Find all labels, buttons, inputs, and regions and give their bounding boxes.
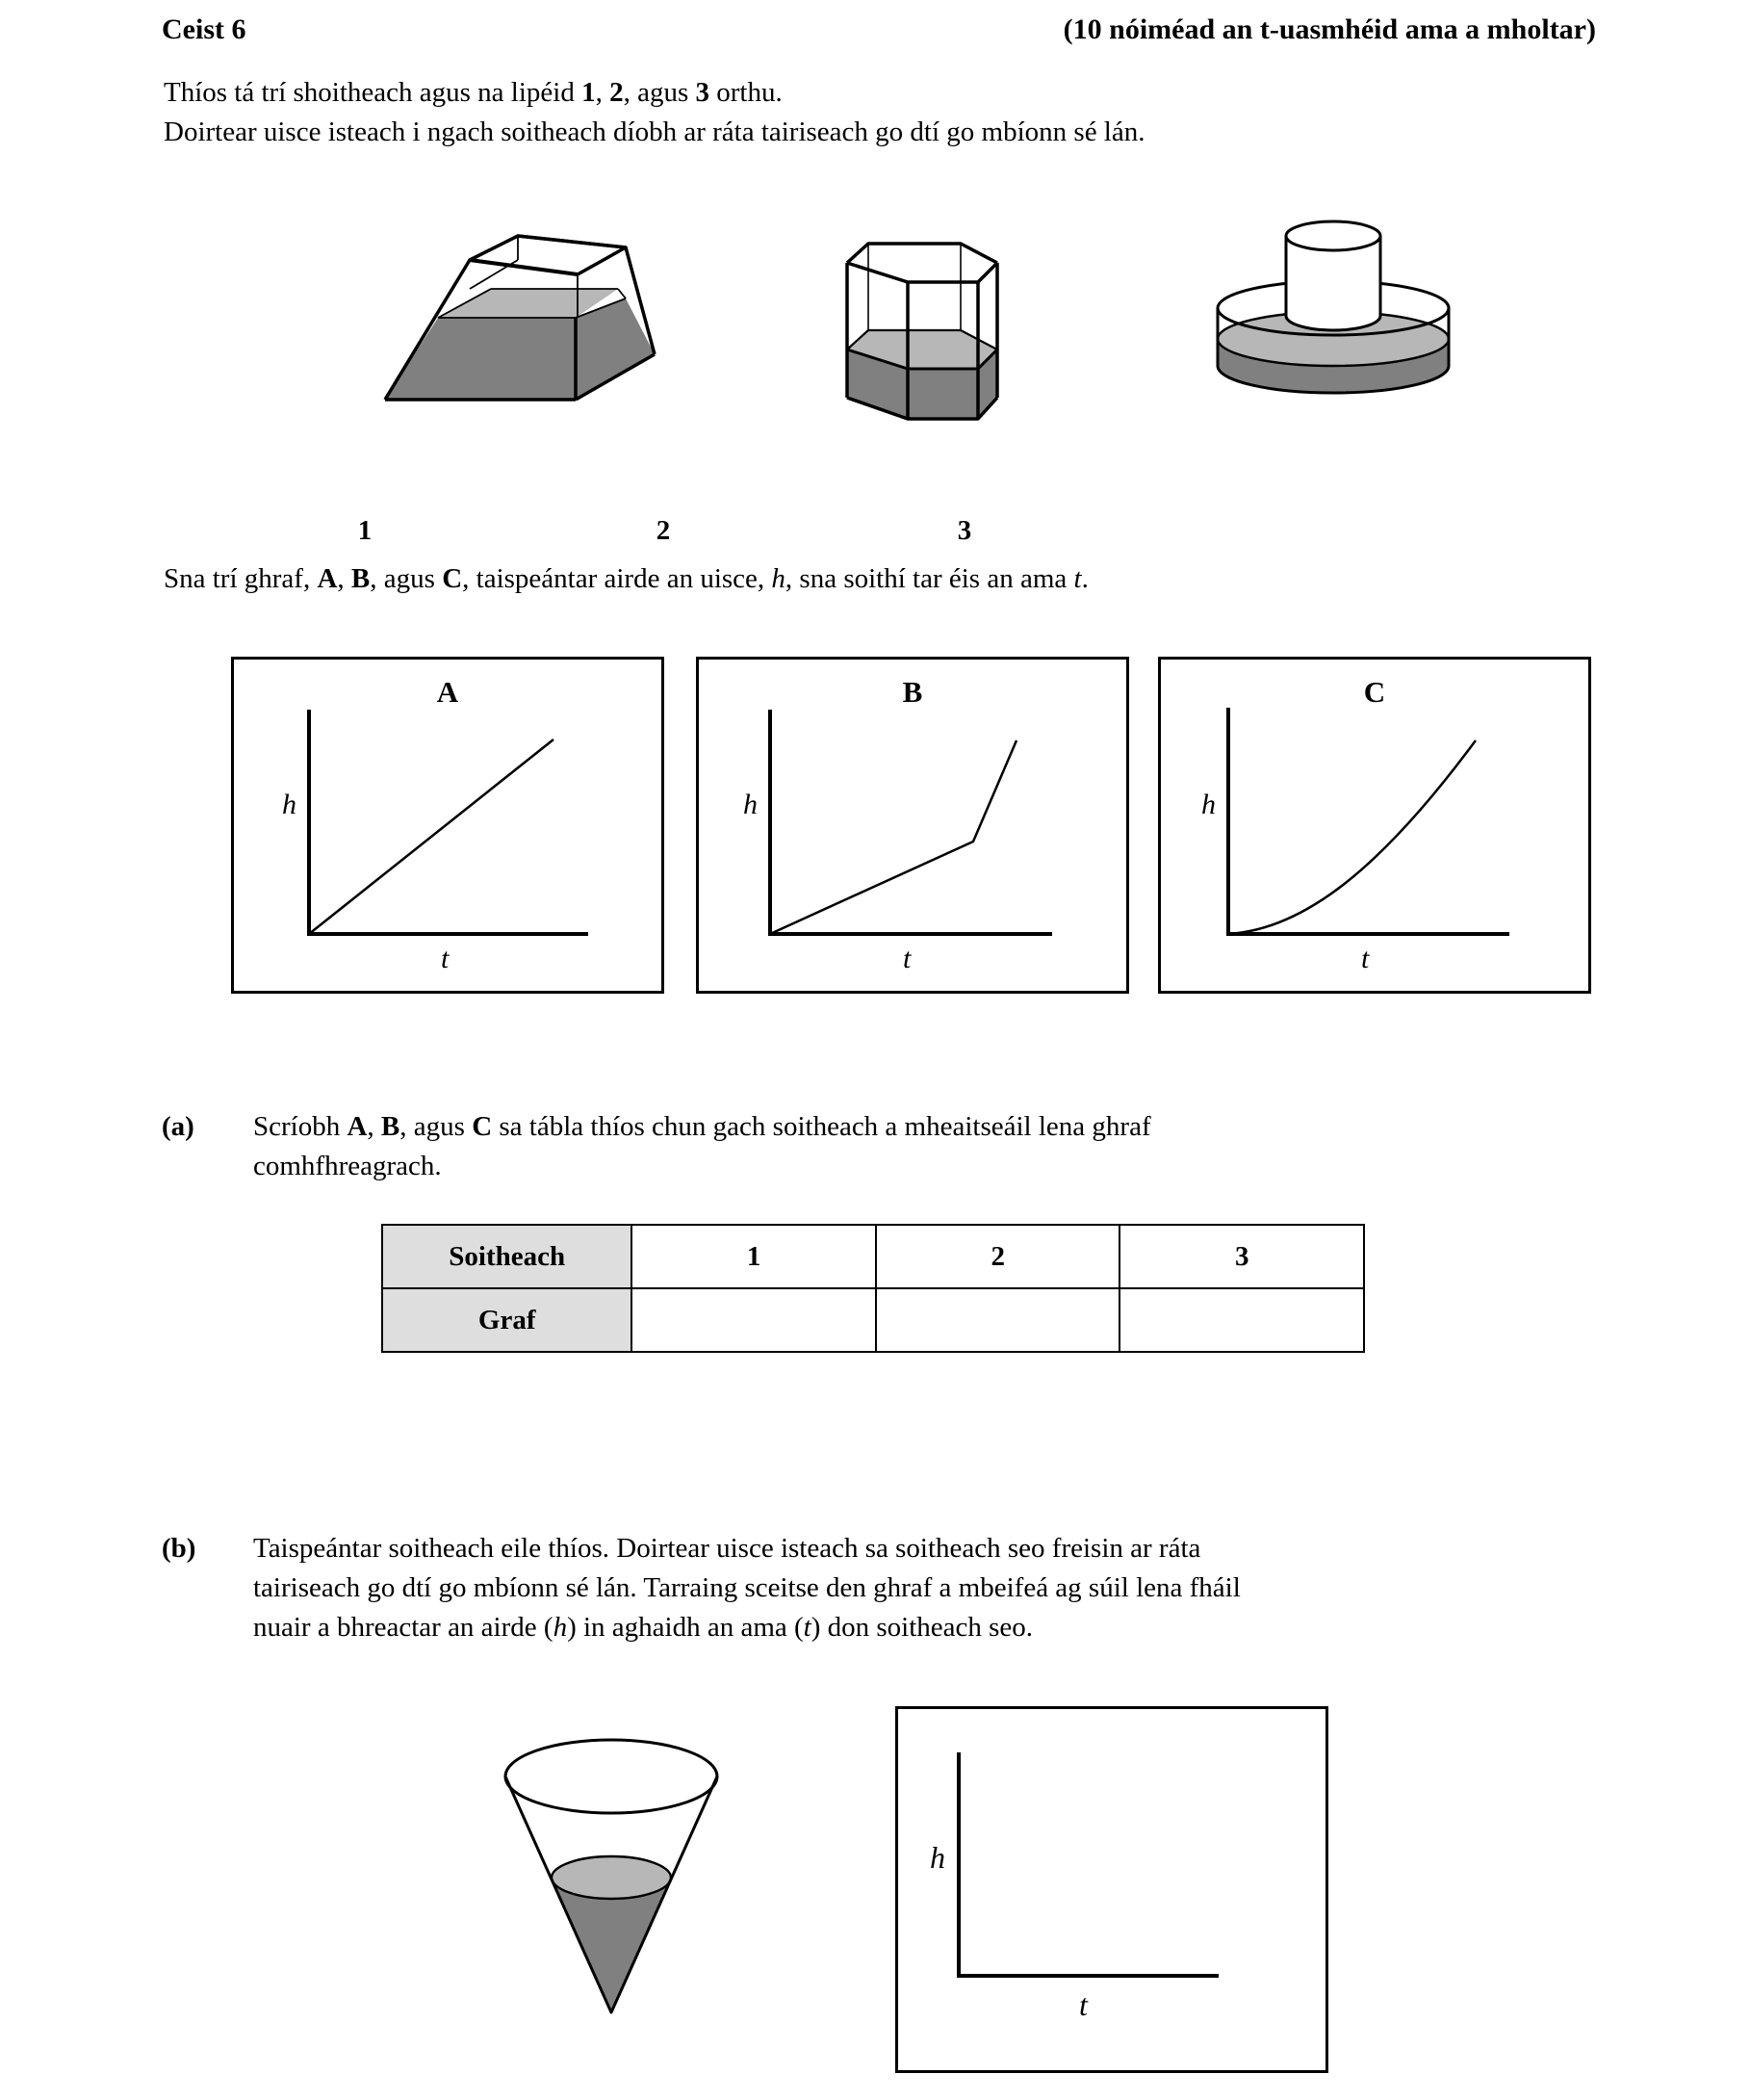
table-cell-graf-3[interactable] [1119, 1288, 1364, 1352]
part-a-text-line1 [253, 1107, 1509, 1147]
graph-b-title: B [902, 675, 923, 709]
graphs-intro-p1: Sna trí ghraf, [164, 563, 318, 594]
table-rowhead-soitheach: Soitheach [382, 1225, 631, 1288]
svg-text:t: t [903, 943, 912, 974]
graphs-intro-b: B [350, 563, 371, 594]
graphs-intro-p4: . [1081, 563, 1089, 594]
part-b-l3-t: t [803, 1612, 811, 1643]
part-a-c: C [472, 1111, 493, 1142]
graph-c-title: C [1363, 675, 1386, 709]
vessel-4-inverted-cone-wrap [472, 1699, 751, 2075]
vessel-4-inverted-cone [472, 1699, 751, 2075]
svg-text:h: h [743, 789, 758, 820]
part-b-text-line3 [253, 1608, 1567, 1647]
vessel-3-cylinder-on-disc [1194, 173, 1473, 424]
intro-line-1 [164, 73, 1598, 113]
part-a-sep2: , agus [399, 1111, 473, 1142]
intro-bold-2: 2 [609, 77, 624, 108]
vessel-label-3: 3 [957, 515, 972, 546]
part-b-block [162, 1529, 1567, 1647]
graphs-intro-p3: , sna soithí tar éis an ama [785, 563, 1074, 594]
part-b-l3p2: ) in aghaidh an ama ( [567, 1612, 804, 1643]
part-b-text-line1: Taispeántar soitheach eile thíos. Doirtear uisce isteach sa soitheach seo freisin ar ráta [253, 1533, 1201, 1564]
answer-graph-box[interactable] [895, 1706, 1328, 2073]
intro-bold-3: 3 [695, 77, 710, 108]
vessel-1-frustum [366, 217, 683, 428]
intro-bold-1: 1 [581, 77, 596, 108]
graphs-intro-a: A [317, 563, 338, 594]
table-rowhead-graf: Graf [382, 1288, 631, 1352]
part-a-p1: Scríobh [253, 1111, 347, 1142]
graphs-intro-line [164, 563, 1089, 595]
intro-line1-part4: orthu. [709, 77, 783, 108]
time-note: (10 nóiméad an t-uasmhéid ama a mholtar) [1063, 13, 1596, 45]
graphs-intro-p2: , taispeántar airde an uisce, [462, 563, 772, 594]
part-a-block [162, 1107, 1509, 1186]
svg-text:t: t [1361, 943, 1370, 974]
part-a-label: (a) [162, 1111, 194, 1142]
table-row-soitheach [382, 1225, 1364, 1288]
part-b-l3-h: h [553, 1612, 568, 1643]
page-header [162, 13, 1596, 46]
vessel-figures [0, 207, 1750, 546]
svg-text:t: t [1079, 1987, 1088, 2022]
part-b-text-line2: tairiseach go dtí go mbíonn sé lán. Tarraing sceitse den ghraf a mbeifeá ag súil lena fháil [253, 1572, 1241, 1603]
graph-box-b [696, 657, 1129, 994]
intro-line1-part1: Thíos tá trí shoitheach agus na lipéid [164, 77, 582, 108]
graphs-intro-sep2: , agus [370, 563, 443, 594]
graphs-intro-c: C [442, 563, 463, 594]
table-row-graf [382, 1288, 1364, 1352]
graph-box-a [231, 657, 664, 994]
intro-line-2: Doirtear uisce isteach i ngach soitheach díobh ar ráta tairiseach go dtí go mbíonn sé lán. [164, 117, 1145, 147]
part-b-label: (b) [162, 1533, 196, 1564]
intro-paragraph [164, 73, 1598, 152]
part-b-l3p3: ) don soitheach seo. [811, 1612, 1034, 1643]
question-number: Ceist 6 [162, 13, 246, 45]
graphs-intro-t: t [1073, 563, 1082, 594]
table-cell-vessel-3: 3 [1119, 1225, 1364, 1288]
graphs-intro-h: h [771, 563, 785, 594]
graph-a-title: A [436, 675, 459, 709]
intro-line1-part2: , [595, 77, 610, 108]
table-cell-graf-1[interactable] [631, 1288, 876, 1352]
vessel-label-2: 2 [656, 515, 671, 546]
vessel-2-hexagonal-prism [836, 207, 1028, 428]
svg-text:h: h [930, 1840, 945, 1875]
graphs-intro-sep1: , [337, 563, 351, 594]
part-a-text-line2: comhfhreagrach. [253, 1151, 442, 1181]
vessel-label-1: 1 [357, 515, 373, 546]
part-a-sep1: , [367, 1111, 381, 1142]
svg-text:h: h [282, 789, 296, 820]
svg-text:h: h [1201, 789, 1216, 820]
part-a-p2: sa tábla thíos chun gach soitheach a mheaitseáil lena ghraf [492, 1111, 1151, 1142]
part-b-text [253, 1529, 1567, 1647]
part-b-l3p1: nuair a bhreactar an airde ( [253, 1612, 553, 1643]
graph-box-c [1158, 657, 1591, 994]
part-a-a: A [347, 1111, 368, 1142]
part-a-text [253, 1107, 1509, 1186]
intro-line1-part3: , agus [623, 77, 696, 108]
svg-text:t: t [441, 943, 450, 974]
part-a-b: B [380, 1111, 400, 1142]
answer-graph-axes[interactable] [898, 1709, 1325, 2070]
table-cell-vessel-2: 2 [876, 1225, 1120, 1288]
table-cell-graf-2[interactable] [876, 1288, 1120, 1352]
table-cell-vessel-1: 1 [631, 1225, 876, 1288]
vessel-graph-table [381, 1224, 1365, 1353]
